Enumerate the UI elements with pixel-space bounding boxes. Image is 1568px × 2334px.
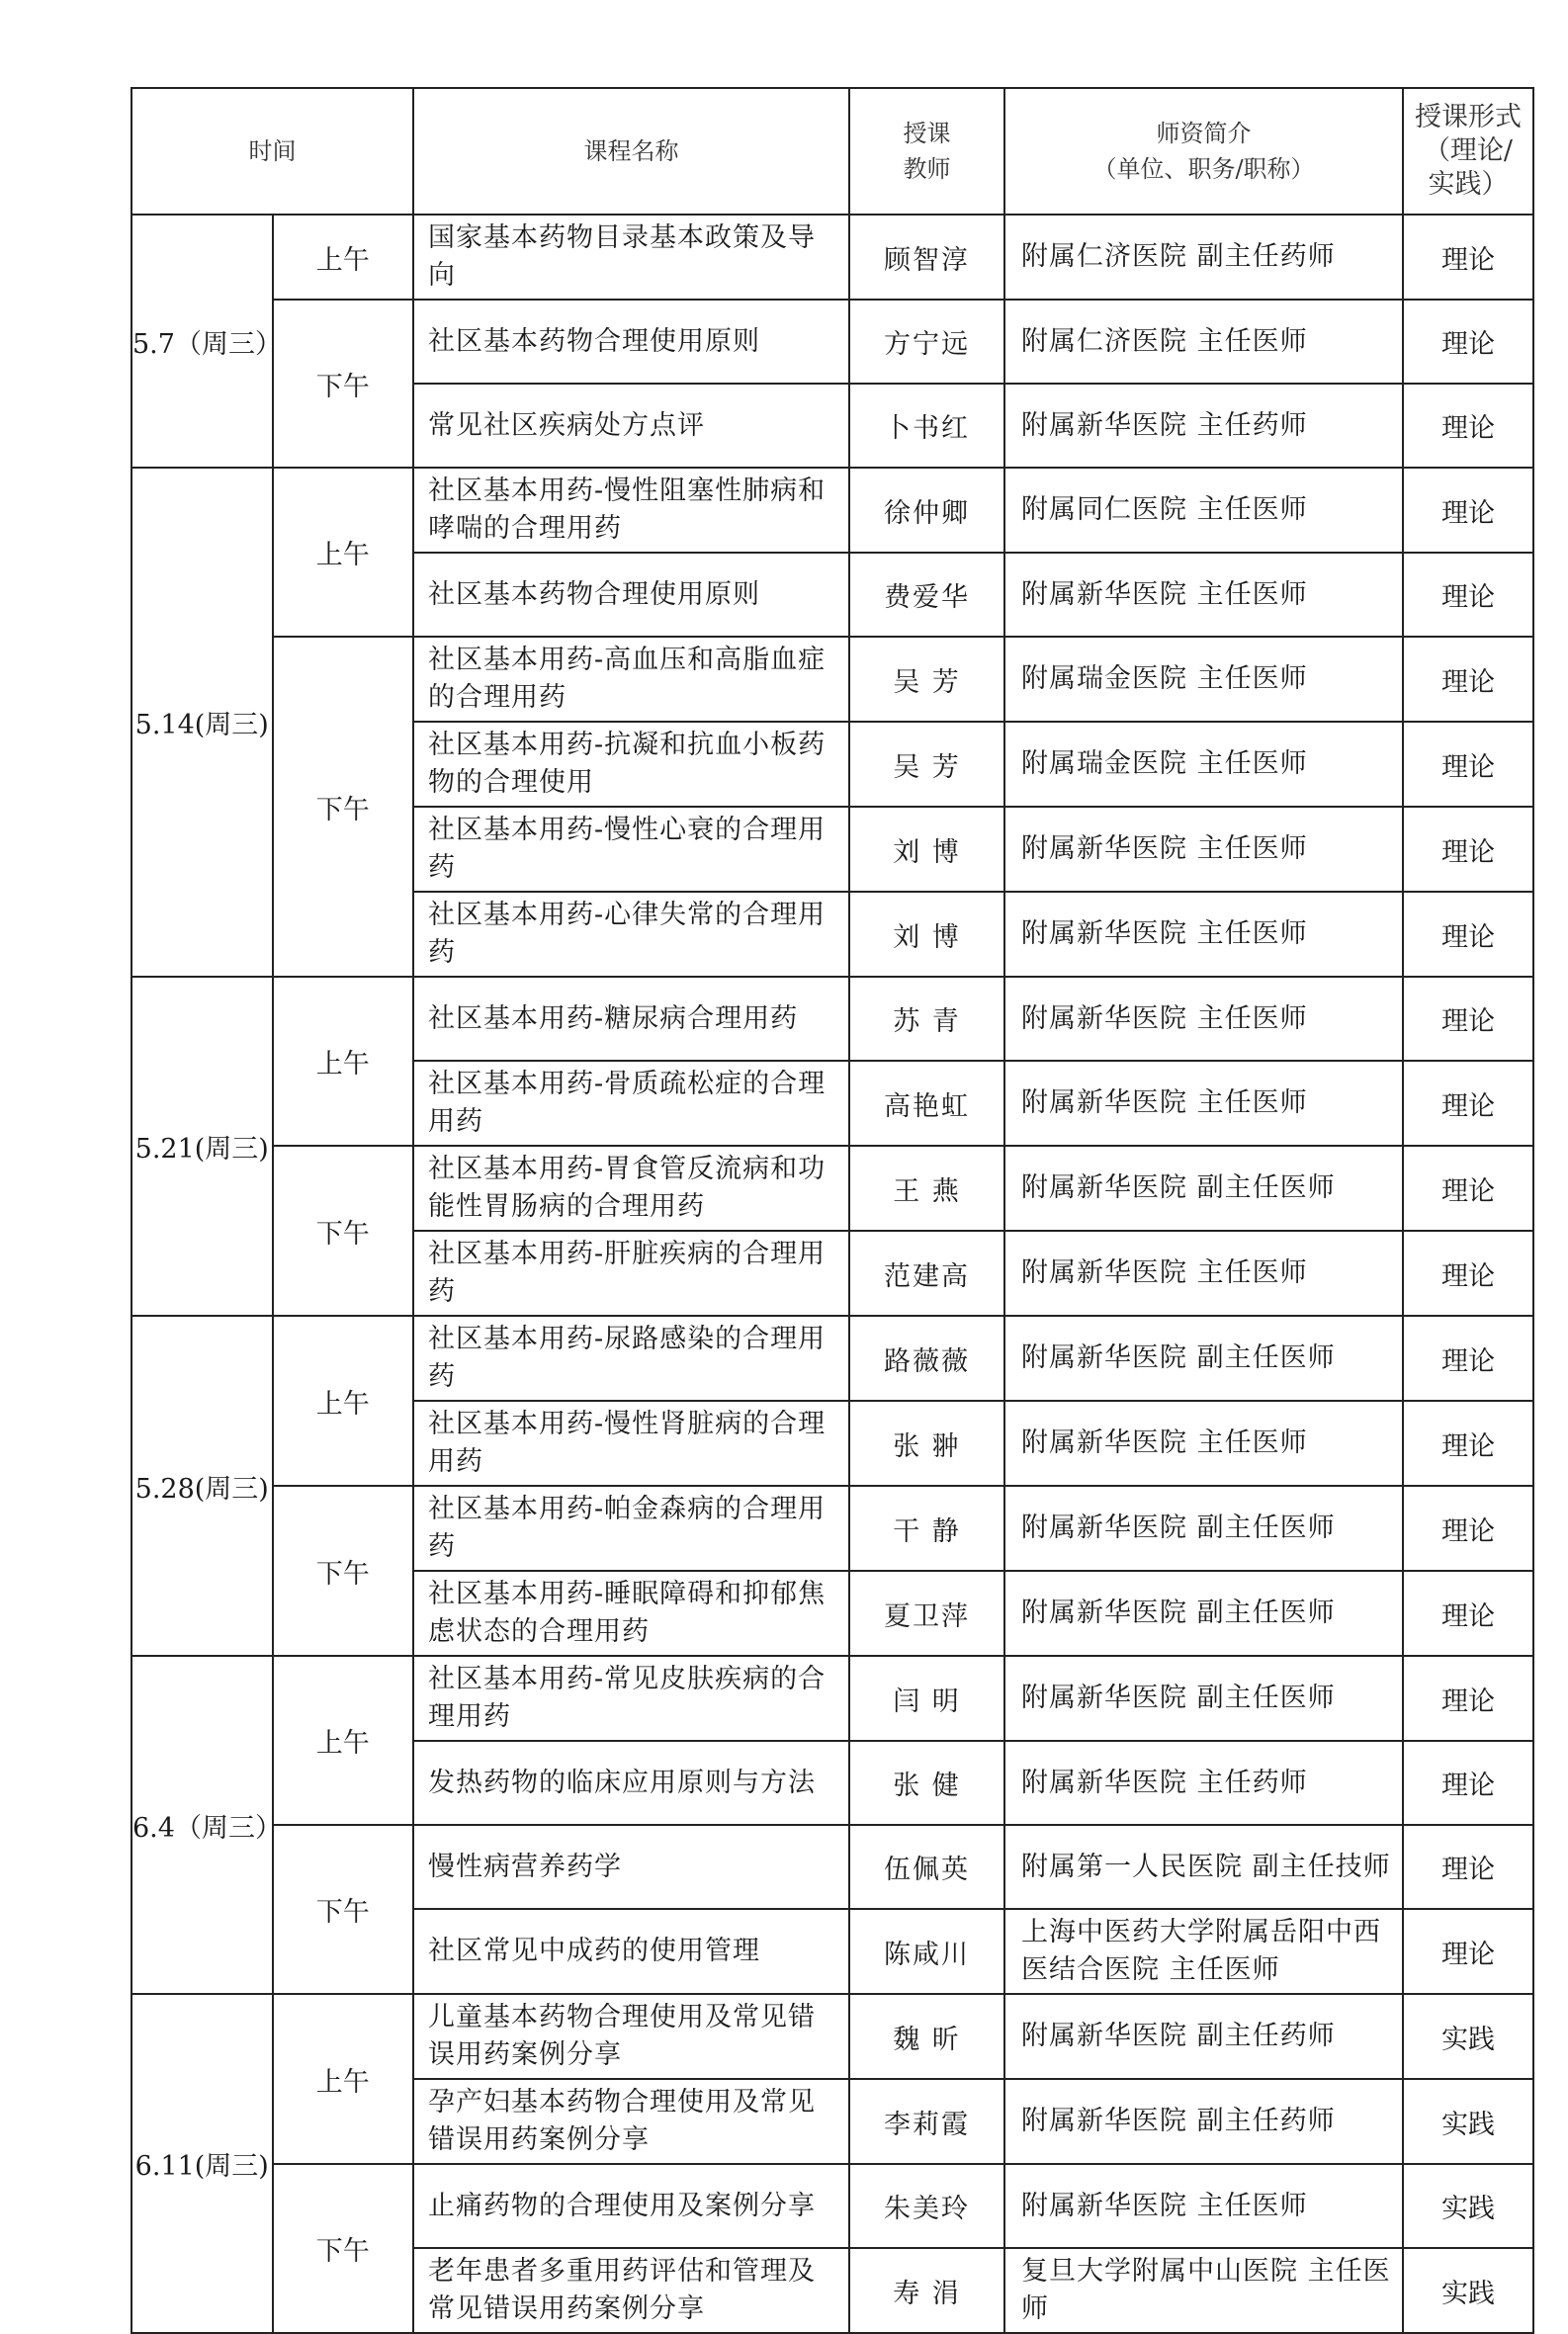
afternoon-cell: 下午 xyxy=(273,1146,414,1316)
teaching-form-cell: 理论 xyxy=(1403,1825,1533,1909)
teacher-cell: 陈咸川 xyxy=(849,1909,1004,1994)
teaching-form-cell: 理论 xyxy=(1403,1231,1533,1316)
morning-cell: 上午 xyxy=(273,468,414,637)
header-teacher: 授课 教师 xyxy=(849,88,1004,215)
teacher-cell: 苏 青 xyxy=(849,977,1004,1061)
teacher-cell: 李莉霞 xyxy=(849,2079,1004,2164)
date-cell: 5.7（周三） xyxy=(131,215,273,468)
teaching-form-cell: 理论 xyxy=(1403,215,1533,300)
teaching-form-cell: 理论 xyxy=(1403,1571,1533,1656)
course-name-cell: 社区基本用药-慢性心衰的合理用药 xyxy=(413,807,849,892)
table-row xyxy=(131,1146,1533,1231)
course-name-cell: 儿童基本药物合理使用及常见错误用药案例分享 xyxy=(413,1994,849,2079)
course-name-cell: 社区基本药物合理使用原则 xyxy=(413,300,849,384)
teaching-form-cell: 实践 xyxy=(1403,2079,1533,2164)
teacher-intro-cell: 附属瑞金医院 主任医师 xyxy=(1004,722,1403,807)
teaching-form-cell: 理论 xyxy=(1403,468,1533,553)
teaching-form-cell: 理论 xyxy=(1403,1909,1533,1994)
date-cell: 6.4（周三） xyxy=(131,1656,273,1994)
teacher-intro-cell: 附属新华医院 主任医师 xyxy=(1004,1401,1403,1486)
schedule-body xyxy=(131,215,1533,2333)
teacher-cell: 吴 芳 xyxy=(849,637,1004,722)
course-name-cell: 慢性病营养药学 xyxy=(413,1825,849,1909)
teacher-cell: 吴 芳 xyxy=(849,722,1004,807)
teacher-cell: 顾智淳 xyxy=(849,215,1004,300)
course-name-cell: 社区常见中成药的使用管理 xyxy=(413,1909,849,1994)
schedule-wrapper xyxy=(131,87,1522,2334)
teacher-cell: 朱美玲 xyxy=(849,2164,1004,2248)
teacher-intro-cell: 附属新华医院 主任医师 xyxy=(1004,892,1403,977)
teacher-intro-cell: 附属新华医院 副主任医师 xyxy=(1004,1316,1403,1401)
teacher-intro-cell: 附属新华医院 主任医师 xyxy=(1004,553,1403,637)
teaching-form-cell: 理论 xyxy=(1403,977,1533,1061)
morning-cell: 上午 xyxy=(273,1316,414,1486)
teacher-cell: 魏 昕 xyxy=(849,1994,1004,2079)
course-name-cell: 社区基本用药-尿路感染的合理用药 xyxy=(413,1316,849,1401)
course-name-cell: 社区基本药物合理使用原则 xyxy=(413,553,849,637)
teacher-intro-cell: 附属仁济医院 副主任药师 xyxy=(1004,215,1403,300)
teaching-form-cell: 理论 xyxy=(1403,722,1533,807)
teacher-intro-cell: 附属新华医院 副主任医师 xyxy=(1004,1146,1403,1231)
morning-cell: 上午 xyxy=(273,215,414,300)
teacher-intro-cell: 附属新华医院 主任医师 xyxy=(1004,1231,1403,1316)
teaching-form-cell: 理论 xyxy=(1403,1061,1533,1146)
teaching-form-cell: 理论 xyxy=(1403,1401,1533,1486)
course-name-cell: 发热药物的临床应用原则与方法 xyxy=(413,1741,849,1825)
teacher-cell: 张 翀 xyxy=(849,1401,1004,1486)
course-name-cell: 老年患者多重用药评估和管理及常见错误用药案例分享 xyxy=(413,2248,849,2333)
header-form: 授课形式 （理论/ 实践） xyxy=(1403,88,1533,215)
teacher-intro-cell: 附属仁济医院 主任医师 xyxy=(1004,300,1403,384)
course-name-cell: 社区基本用药-慢性阻塞性肺病和哮喘的合理用药 xyxy=(413,468,849,553)
teacher-intro-cell: 附属新华医院 主任医师 xyxy=(1004,2164,1403,2248)
teaching-form-cell: 理论 xyxy=(1403,1486,1533,1571)
teaching-form-cell: 理论 xyxy=(1403,1741,1533,1825)
course-name-cell: 孕产妇基本药物合理使用及常见错误用药案例分享 xyxy=(413,2079,849,2164)
table-row xyxy=(131,1656,1533,1741)
table-row xyxy=(131,300,1533,384)
table-row xyxy=(131,1316,1533,1401)
teaching-form-cell: 理论 xyxy=(1403,553,1533,637)
teacher-intro-cell: 附属新华医院 主任医师 xyxy=(1004,977,1403,1061)
course-name-cell: 社区基本用药-帕金森病的合理用药 xyxy=(413,1486,849,1571)
table-row xyxy=(131,977,1533,1061)
teacher-cell: 范建高 xyxy=(849,1231,1004,1316)
teacher-intro-cell: 附属新华医院 副主任药师 xyxy=(1004,2079,1403,2164)
date-cell: 5.21(周三) xyxy=(131,977,273,1316)
header-course: 课程名称 xyxy=(413,88,849,215)
teacher-intro-cell: 上海中医药大学附属岳阳中西医结合医院 主任医师 xyxy=(1004,1909,1403,1994)
teaching-form-cell: 理论 xyxy=(1403,1656,1533,1741)
table-row xyxy=(131,1825,1533,1909)
teacher-cell: 高艳虹 xyxy=(849,1061,1004,1146)
teacher-intro-cell: 复旦大学附属中山医院 主任医师 xyxy=(1004,2248,1403,2333)
teacher-cell: 刘 博 xyxy=(849,807,1004,892)
teacher-cell: 方宁远 xyxy=(849,300,1004,384)
date-cell: 6.11(周三) xyxy=(131,1994,273,2333)
teacher-cell: 张 健 xyxy=(849,1741,1004,1825)
course-name-cell: 止痛药物的合理使用及案例分享 xyxy=(413,2164,849,2248)
date-cell: 5.14(周三) xyxy=(131,468,273,977)
afternoon-cell: 下午 xyxy=(273,1486,414,1656)
teacher-cell: 寿 涓 xyxy=(849,2248,1004,2333)
teacher-intro-cell: 附属新华医院 副主任医师 xyxy=(1004,1656,1403,1741)
course-name-cell: 社区基本用药-糖尿病合理用药 xyxy=(413,977,849,1061)
teacher-cell: 夏卫萍 xyxy=(849,1571,1004,1656)
teacher-intro-cell: 附属瑞金医院 主任医师 xyxy=(1004,637,1403,722)
table-row xyxy=(131,1994,1533,2079)
teacher-intro-cell: 附属新华医院 主任医师 xyxy=(1004,1061,1403,1146)
teacher-cell: 干 静 xyxy=(849,1486,1004,1571)
table-row xyxy=(131,215,1533,300)
afternoon-cell: 下午 xyxy=(273,637,414,977)
schedule-table xyxy=(131,87,1534,2334)
teaching-form-cell: 理论 xyxy=(1403,1316,1533,1401)
teacher-cell: 卜书红 xyxy=(849,384,1004,468)
teacher-cell: 费爱华 xyxy=(849,553,1004,637)
morning-cell: 上午 xyxy=(273,977,414,1146)
teacher-intro-cell: 附属新华医院 主任药师 xyxy=(1004,1741,1403,1825)
teacher-intro-cell: 附属第一人民医院 副主任技师 xyxy=(1004,1825,1403,1909)
teacher-intro-cell: 附属同仁医院 主任医师 xyxy=(1004,468,1403,553)
teaching-form-cell: 实践 xyxy=(1403,2248,1533,2333)
afternoon-cell: 下午 xyxy=(273,1825,414,1994)
course-name-cell: 社区基本用药-睡眠障碍和抑郁焦虑状态的合理用药 xyxy=(413,1571,849,1656)
morning-cell: 上午 xyxy=(273,1994,414,2164)
teacher-cell: 闫 明 xyxy=(849,1656,1004,1741)
course-name-cell: 社区基本用药-高血压和高脂血症的合理用药 xyxy=(413,637,849,722)
table-row xyxy=(131,2164,1533,2248)
course-name-cell: 社区基本用药-心律失常的合理用药 xyxy=(413,892,849,977)
header-time: 时间 xyxy=(131,88,413,215)
teacher-intro-cell: 附属新华医院 主任医师 xyxy=(1004,807,1403,892)
teaching-form-cell: 理论 xyxy=(1403,300,1533,384)
course-name-cell: 社区基本用药-骨质疏松症的合理用药 xyxy=(413,1061,849,1146)
teaching-form-cell: 理论 xyxy=(1403,1146,1533,1231)
teacher-intro-cell: 附属新华医院 副主任医师 xyxy=(1004,1571,1403,1656)
course-name-cell: 常见社区疾病处方点评 xyxy=(413,384,849,468)
afternoon-cell: 下午 xyxy=(273,2164,414,2333)
teacher-cell: 王 燕 xyxy=(849,1146,1004,1231)
table-row xyxy=(131,637,1533,722)
afternoon-cell: 下午 xyxy=(273,300,414,468)
course-name-cell: 社区基本用药-胃食管反流病和功能性胃肠病的合理用药 xyxy=(413,1146,849,1231)
course-name-cell: 社区基本用药-肝脏疾病的合理用药 xyxy=(413,1231,849,1316)
table-row xyxy=(131,468,1533,553)
teaching-form-cell: 实践 xyxy=(1403,2164,1533,2248)
teacher-intro-cell: 附属新华医院 主任药师 xyxy=(1004,384,1403,468)
teacher-intro-cell: 附属新华医院 副主任医师 xyxy=(1004,1486,1403,1571)
teaching-form-cell: 实践 xyxy=(1403,1994,1533,2079)
morning-cell: 上午 xyxy=(273,1656,414,1825)
header-intro: 师资简介 （单位、职务/职称） xyxy=(1004,88,1403,215)
teaching-form-cell: 理论 xyxy=(1403,892,1533,977)
course-name-cell: 国家基本药物目录基本政策及导向 xyxy=(413,215,849,300)
teaching-form-cell: 理论 xyxy=(1403,637,1533,722)
course-name-cell: 社区基本用药-慢性肾脏病的合理用药 xyxy=(413,1401,849,1486)
teacher-cell: 刘 博 xyxy=(849,892,1004,977)
course-name-cell: 社区基本用药-常见皮肤疾病的合理用药 xyxy=(413,1656,849,1741)
teacher-cell: 路薇薇 xyxy=(849,1316,1004,1401)
teacher-intro-cell: 附属新华医院 副主任药师 xyxy=(1004,1994,1403,2079)
date-cell: 5.28(周三) xyxy=(131,1316,273,1656)
header-row xyxy=(131,88,1533,215)
teacher-cell: 徐仲卿 xyxy=(849,468,1004,553)
teaching-form-cell: 理论 xyxy=(1403,384,1533,468)
teacher-cell: 伍佩英 xyxy=(849,1825,1004,1909)
table-row xyxy=(131,1486,1533,1571)
teaching-form-cell: 理论 xyxy=(1403,807,1533,892)
course-name-cell: 社区基本用药-抗凝和抗血小板药物的合理使用 xyxy=(413,722,849,807)
